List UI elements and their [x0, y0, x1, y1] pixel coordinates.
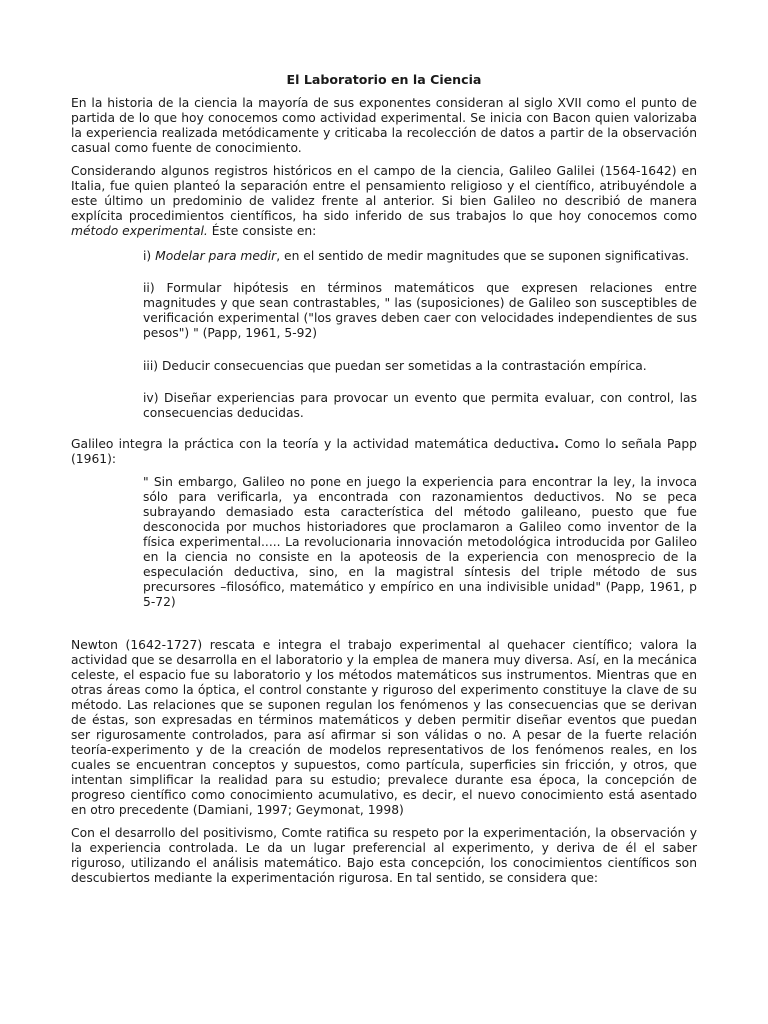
paragraph-papp-intro-tail: Como lo señala Papp (1961): [71, 437, 697, 466]
method-steps-list [143, 247, 697, 421]
document-page [71, 72, 697, 894]
paragraph-intro: En la historia de la ciencia la mayoría de sus exponentes consideran al siglo XVII como el punto de partida de lo que hoy conocemos como actividad experimental. Se inicia con Bacon quien valorizaba la experiencia realizada metódicamente y criticaba la recolección de datos a partir de la observación casual como fuente de conocimiento. [71, 96, 697, 155]
paragraph-galileo-emphasis: método experimental. [71, 224, 208, 238]
list-item-i-text: , en el sentido de medir magnitudes que se suponen significativas. [276, 249, 690, 263]
block-quote-papp: " Sin embargo, Galileo no pone en juego la experiencia para encontrar la ley, la invoca sólo para verificarla, ya encontrada con razonamientos deductivos. No se peca subrayando demasiado esta característica del método galileano, puesto que fue desconocida por muchos historiadores que proclamaron a Galileo como inventor de la física experimental..... La revolucionaria innovación metodológica introducida por Galileo en la ciencia no consiste en la apoteosis de la experiencia con menosprecio de la especulación deductiva, sino, en la magistral síntesis del triple método de sus precursores –filosófico, matemático y empírico en una indivisible unidad" (Papp, 1961, p 5-72) [143, 475, 697, 609]
paragraph-galileo-tail: Éste consiste en: [207, 224, 317, 238]
page-title: El Laboratorio en la Ciencia [286, 72, 482, 87]
paragraph-galileo [71, 164, 697, 239]
list-item-ii: ii) Formular hipótesis en términos matemáticos que expresen relaciones entre magnitudes y que sean contrastables, " las (suposiciones) de Galileo son susceptibles de verificación experimental ("los graves deben caer con velocidades independientes de sus pesos") " (Papp, 1961, 5-92) [143, 281, 697, 340]
list-item-i [143, 247, 697, 265]
list-item-iii: iii) Deducir consecuencias que puedan ser sometidas a la contrastación empírica. [143, 359, 647, 373]
paragraph-positivism: Con el desarrollo del positivismo, Comte ratifica su respeto por la experimentación, la observación y la experiencia controlada. Le da un lugar preferencial al experimento, y deriva de él el saber riguroso, utilizando el análisis matemático. Bajo esta concepción, los conocimientos científicos son descubiertos mediante la experimentación rigurosa. En tal sentido, se considera que: [71, 826, 697, 885]
list-item-i-emphasis: Modelar para medir [155, 249, 277, 263]
paragraph-papp-intro-text: Galileo integra la práctica con la teoría y la actividad matemática deductiva [71, 437, 555, 451]
list-item-i-marker: i) [143, 249, 156, 263]
paragraph-papp-intro [71, 437, 697, 467]
paragraph-newton: Newton (1642-1727) rescata e integra el trabajo experimental al quehacer científico; valora la actividad que se desarrolla en el laboratorio y la emplea de manera muy diversa. Así, en la mecánica celeste, el espacio fue su laboratorio y los métodos matemáticos sus instrumentos. Mientras que en otras áreas como la óptica, el control constante y riguroso del experimento constituye la clave de su método. Las relaciones que se suponen regulan los fenómenos y las consecuencias que se derivan de éstas, son expresadas en términos matemáticos y deben permitir diseñar eventos que puedan ser rigurosamente controlados, para así afirmar si son válidas o no. A pesar de la fuerte relación teoría-experimento y de la creación de modelos representativos de los fenómenos reales, en los cuales se encuentran conceptos y supuestos, como partícula, superficies sin fricción, y otros, que intentan simplificar la realidad para su estudio; prevalece durante esa época, la concepción de progreso científico como conocimiento acumulativo, es decir, el nuevo conocimiento está asentado en otro precedente (Damiani, 1997; Geymonat, 1998) [71, 638, 697, 817]
paragraph-galileo-text: Considerando algunos registros históricos en el campo de la ciencia, Galileo Galilei (1564-1642) en Italia, fue quien planteó la separación entre el pensamiento religioso y el científico, atribuyéndole a este último un predominio de validez frente al anterior. Si bien Galileo no describió de manera explícita procedimientos científicos, ha sido inferido de sus trabajos lo que hoy conocemos como [71, 164, 697, 223]
paragraph-papp-intro-bold: . [554, 437, 560, 451]
list-item-iv: iv) Diseñar experiencias para provocar un evento que permita evaluar, con control, las consecuencias deducidas. [143, 391, 697, 420]
